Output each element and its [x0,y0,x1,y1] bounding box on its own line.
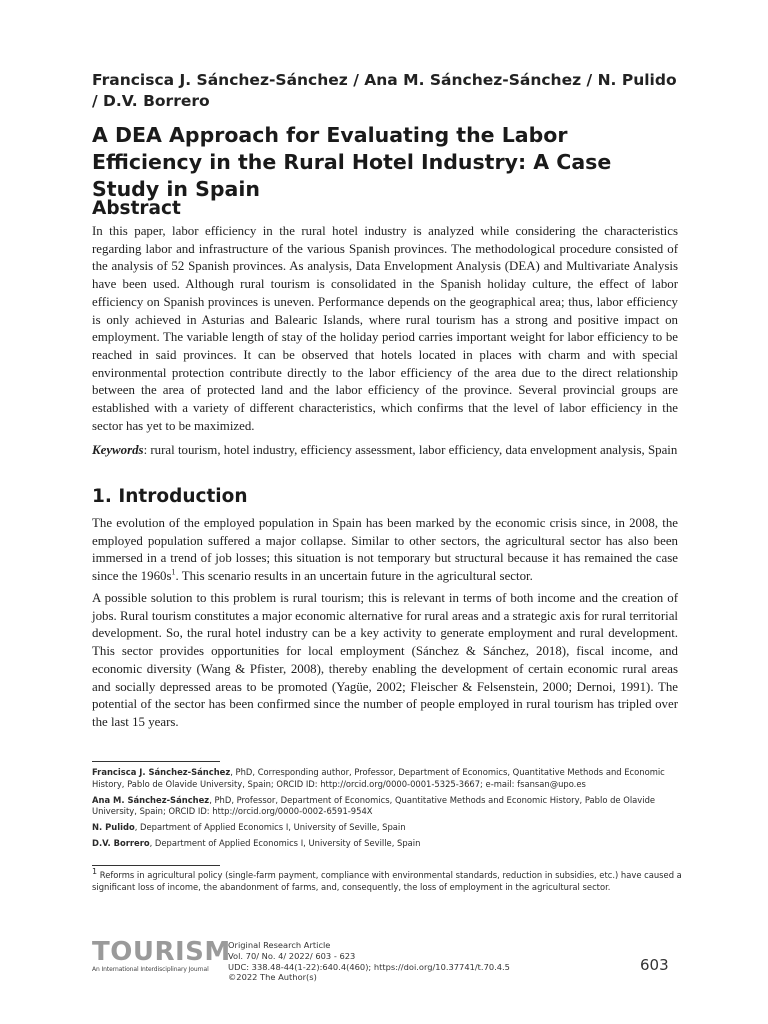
notes-divider [92,761,220,762]
article-type: Original Research Article [228,940,331,950]
author-note-text: , PhD, Corresponding author, Professor, Department of Economics, Quantitative Methods and Economic History, Pablo de Olavide University, Spain; ORCID ID: http://orcid.org/0000-0001-5325-3667; e-mail: fsansan@upo.es [92,767,665,789]
author-note [92,822,682,834]
footnote-ref: 1 [171,567,176,577]
author-note [92,795,682,818]
intro-paragraph-2: A possible solution to this problem is rural tourism; this is relevant in terms of both income and the creation of jobs. Rural tourism constitutes a major economic alternative for rural areas and a strategic axis for rural territorial development. So, the rural hotel industry can be a key activity to generate employment and rural development. This sector provides opportunities for local employment (Sánchez & Sánchez, 2018), fiscal income, and economic diversity (Wang & Pfister, 2008), thereby enabling the development of certain economic rural areas and socially depressed areas to be promoted (Yagüe, 2002; Fleischer & Felsenstein, 2000; Dernoi, 1991). The potential of the sector has been confirmed since the number of people employed in rural tourism has tripled over the last 15 years. [92,591,678,729]
volume-info: Vol. 70/ No. 4/ 2022/ 603 - 623 [228,950,356,961]
author-note [92,838,682,850]
author-note-name: N. Pulido [92,822,135,832]
journal-logo-word: TOURISM [92,937,231,967]
paper-title: A DEA Approach for Evaluating the Labor Efficiency in the Rural Hotel Industry: A Case Study in Spain [92,123,612,201]
author-note [92,767,682,790]
author-note-text: , Department of Applied Economics I, University of Seville, Spain [149,838,421,848]
author-note-text: , PhD, Professor, Department of Economics, Quantitative Methods and Economic History, Pablo de Olavide University, Spain; ORCID ID: http://orcid.org/0000-0002-6591-954X [92,794,656,816]
copyright: ©2022 The Author(s) [228,972,317,983]
footnote-text: Reforms in agricultural policy (single-farm payment, compliance with environmental standards, reduction in subsidies, etc.) have caused a significant loss of income, the abandonment of farms, and, consequently, the loss of employment in the agricultural sector. [92,870,682,892]
author-notes [92,767,682,854]
author-list: Francisca J. Sánchez-Sánchez / Ana M. Sánchez-Sánchez / N. Pulido / D.V. Borrero [92,71,677,110]
journal-logo [92,937,231,974]
abstract-heading: Abstract [92,198,181,219]
author-note-name: Francisca J. Sánchez-Sánchez [92,767,231,777]
article-metadata [228,940,588,983]
intro-p1-text: The evolution of the employed population in Spain has been marked by the economic crisis since, in 2008, the employed population suffered a major collapse. Similar to other sectors, the agricultural sector has also been immersed in a trend of job losses; this situation is not temporary but structural because it has remained the case since the 1960s [92,516,678,584]
keywords [92,442,678,459]
keywords-list: : rural tourism, hotel industry, efficiency assessment, labor efficiency, data envelopment analysis, Spain [143,443,678,457]
page-number: 603 [640,956,669,974]
author-note-name: D.V. Borrero [92,838,150,848]
footnote [92,867,682,893]
journal-logo-subtitle: An International Interdisciplinary Journal [92,966,209,973]
udc-doi: UDC: 338.48-44(1-22):640.4(460); https://doi.org/10.37741/t.70.4.5 [228,961,510,972]
footnote-mark: 1 [92,867,98,877]
abstract-text: In this paper, labor efficiency in the rural hotel industry is analyzed while considering the characteristics regarding labor and infrastructure of the various Spanish provinces. The methodological procedure consisted of the analysis of 52 Spanish provinces. As analysis, Data Envelopment Analysis (DEA) and Multivariate Analysis have been used. Although rural tourism is consolidated in the Spanish holiday culture, the effect of labor efficiency on Spanish provinces is uneven. Performance depends on the geographical area; thus, labor efficiency is only achieved in Asturias and Balearic Islands, where rural tourism has a strong and positive impact on employment. The variable length of stay of the holiday period carries important weight for labor efficiency to be reached in said provinces. It can be observed that hotels located in places with charm and with special environmental protection contribute directly to the labor efficiency of the area due to the direct relationship between the area of protected land and the labor efficiency of the province. Several provincial groups are established with a variety of different characteristics, which confirms that the level of labor efficiency in the sector has yet to be maximized. [92,224,678,433]
keywords-label: Keywords [92,443,144,457]
intro-paragraph-1 [92,515,678,586]
author-note-name: Ana M. Sánchez-Sánchez [92,794,210,805]
author-note-text: , Department of Applied Economics I, University of Seville, Spain [134,822,406,832]
footnote-divider [92,865,220,866]
intro-p1-text-end: . This scenario results in an uncertain future in the agricultural sector. [175,569,533,584]
introduction-heading: 1. Introduction [92,486,248,507]
